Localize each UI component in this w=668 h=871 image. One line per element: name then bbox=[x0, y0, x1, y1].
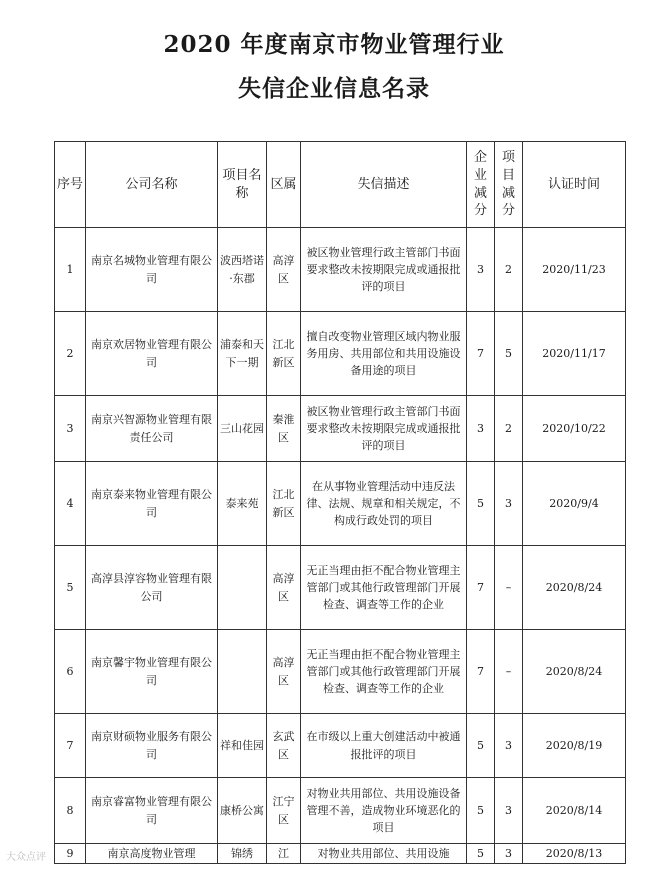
row-desc: 对物业共用部位、共用设施 bbox=[301, 844, 467, 864]
table-row bbox=[55, 714, 626, 778]
row-date: 2020/8/24 bbox=[523, 630, 626, 714]
row-proj-deduct: – bbox=[495, 630, 523, 714]
row-project: 波西塔诺·东郡 bbox=[218, 228, 267, 312]
row-desc: 无正当理由拒不配合物业管理主管部门或其他行政管理部门开展检查、调查等工作的企业 bbox=[301, 630, 467, 714]
header-corp-deduct: 企业减分 bbox=[467, 142, 495, 228]
row-district: 江北新区 bbox=[267, 312, 301, 396]
row-date: 2020/8/13 bbox=[523, 844, 626, 864]
row-no: 1 bbox=[55, 228, 86, 312]
row-date: 2020/8/24 bbox=[523, 546, 626, 630]
table-row bbox=[55, 844, 626, 864]
row-proj-deduct: 3 bbox=[495, 714, 523, 778]
row-company: 南京欢居物业管理有限公司 bbox=[86, 312, 218, 396]
row-corp-deduct: 5 bbox=[467, 462, 495, 546]
dishonest-enterprise-table bbox=[54, 141, 626, 864]
watermark: 大众点评 bbox=[6, 852, 46, 863]
row-no: 3 bbox=[55, 396, 86, 462]
row-corp-deduct: 7 bbox=[467, 312, 495, 396]
row-date: 2020/9/4 bbox=[523, 462, 626, 546]
row-district: 江宁区 bbox=[267, 778, 301, 844]
header-district: 区属 bbox=[267, 142, 301, 228]
row-corp-deduct: 3 bbox=[467, 228, 495, 312]
row-project: 锦绣 bbox=[218, 844, 267, 864]
row-no: 7 bbox=[55, 714, 86, 778]
table-row bbox=[55, 462, 626, 546]
row-corp-deduct: 5 bbox=[467, 714, 495, 778]
row-no: 5 bbox=[55, 546, 86, 630]
row-desc: 擅自改变物业管理区域内物业服务用房、共用部位和共用设施设备用途的项目 bbox=[301, 312, 467, 396]
table-row bbox=[55, 778, 626, 844]
row-project: 祥和佳园 bbox=[218, 714, 267, 778]
row-proj-deduct: 5 bbox=[495, 312, 523, 396]
table-header-row bbox=[55, 142, 626, 228]
row-desc: 在从事物业管理活动中违反法律、法规、规章和相关规定，不构成行政处罚的项目 bbox=[301, 462, 467, 546]
row-district: 秦淮区 bbox=[267, 396, 301, 462]
row-company: 南京名城物业管理有限公司 bbox=[86, 228, 218, 312]
table-row bbox=[55, 312, 626, 396]
table-row bbox=[55, 546, 626, 630]
row-no: 8 bbox=[55, 778, 86, 844]
row-proj-deduct: – bbox=[495, 546, 523, 630]
row-project: 三山花园 bbox=[218, 396, 267, 462]
header-desc: 失信描述 bbox=[301, 142, 467, 228]
row-no: 6 bbox=[55, 630, 86, 714]
page-title-line1: 2020 年度南京市物业管理行业 bbox=[163, 31, 505, 58]
row-proj-deduct: 3 bbox=[495, 778, 523, 844]
row-proj-deduct: 3 bbox=[495, 844, 523, 864]
row-company: 南京财硕物业服务有限公司 bbox=[86, 714, 218, 778]
row-proj-deduct: 2 bbox=[495, 228, 523, 312]
row-project bbox=[218, 546, 267, 630]
row-project: 康桥公寓 bbox=[218, 778, 267, 844]
row-company: 南京泰来物业管理有限公司 bbox=[86, 462, 218, 546]
header-company: 公司名称 bbox=[86, 142, 218, 228]
row-corp-deduct: 3 bbox=[467, 396, 495, 462]
row-no: 4 bbox=[55, 462, 86, 546]
row-company: 南京高度物业管理 bbox=[86, 844, 218, 864]
row-no: 2 bbox=[55, 312, 86, 396]
row-desc: 无正当理由拒不配合物业管理主管部门或其他行政管理部门开展检查、调查等工作的企业 bbox=[301, 546, 467, 630]
row-project: 泰来苑 bbox=[218, 462, 267, 546]
row-corp-deduct: 5 bbox=[467, 778, 495, 844]
row-date: 2020/10/22 bbox=[523, 396, 626, 462]
row-district: 高淳区 bbox=[267, 228, 301, 312]
row-corp-deduct: 5 bbox=[467, 844, 495, 864]
row-district: 江 bbox=[267, 844, 301, 864]
row-no: 9 bbox=[55, 844, 86, 864]
row-company: 南京兴智源物业管理有限责任公司 bbox=[86, 396, 218, 462]
table-row bbox=[55, 630, 626, 714]
row-project bbox=[218, 630, 267, 714]
page-title-line2: 失信企业信息名录 bbox=[238, 75, 430, 102]
table-row bbox=[55, 396, 626, 462]
row-desc: 被区物业管理行政主管部门书面要求整改未按期限完成或通报批评的项目 bbox=[301, 228, 467, 312]
row-district: 高淳区 bbox=[267, 630, 301, 714]
row-proj-deduct: 3 bbox=[495, 462, 523, 546]
row-company: 高淳县淳容物业管理有限公司 bbox=[86, 546, 218, 630]
row-proj-deduct: 2 bbox=[495, 396, 523, 462]
row-district: 玄武区 bbox=[267, 714, 301, 778]
row-date: 2020/11/23 bbox=[523, 228, 626, 312]
row-corp-deduct: 7 bbox=[467, 630, 495, 714]
table-row bbox=[55, 228, 626, 312]
row-corp-deduct: 7 bbox=[467, 546, 495, 630]
row-district: 高淳区 bbox=[267, 546, 301, 630]
row-company: 南京馨宇物业管理有限公司 bbox=[86, 630, 218, 714]
row-project: 浦泰和天下一期 bbox=[218, 312, 267, 396]
header-project: 项目名称 bbox=[218, 142, 267, 228]
row-company: 南京睿富物业管理有限公司 bbox=[86, 778, 218, 844]
row-district: 江北新区 bbox=[267, 462, 301, 546]
header-proj-deduct: 项目减分 bbox=[495, 142, 523, 228]
header-date: 认证时间 bbox=[523, 142, 626, 228]
row-desc: 被区物业管理行政主管部门书面要求整改未按期限完成或通报批评的项目 bbox=[301, 396, 467, 462]
row-desc: 对物业共用部位、共用设施设备管理不善，造成物业环境恶化的项目 bbox=[301, 778, 467, 844]
row-date: 2020/8/14 bbox=[523, 778, 626, 844]
row-date: 2020/8/19 bbox=[523, 714, 626, 778]
row-desc: 在市级以上重大创建活动中被通报批评的项目 bbox=[301, 714, 467, 778]
row-date: 2020/11/17 bbox=[523, 312, 626, 396]
header-no: 序号 bbox=[55, 142, 86, 228]
